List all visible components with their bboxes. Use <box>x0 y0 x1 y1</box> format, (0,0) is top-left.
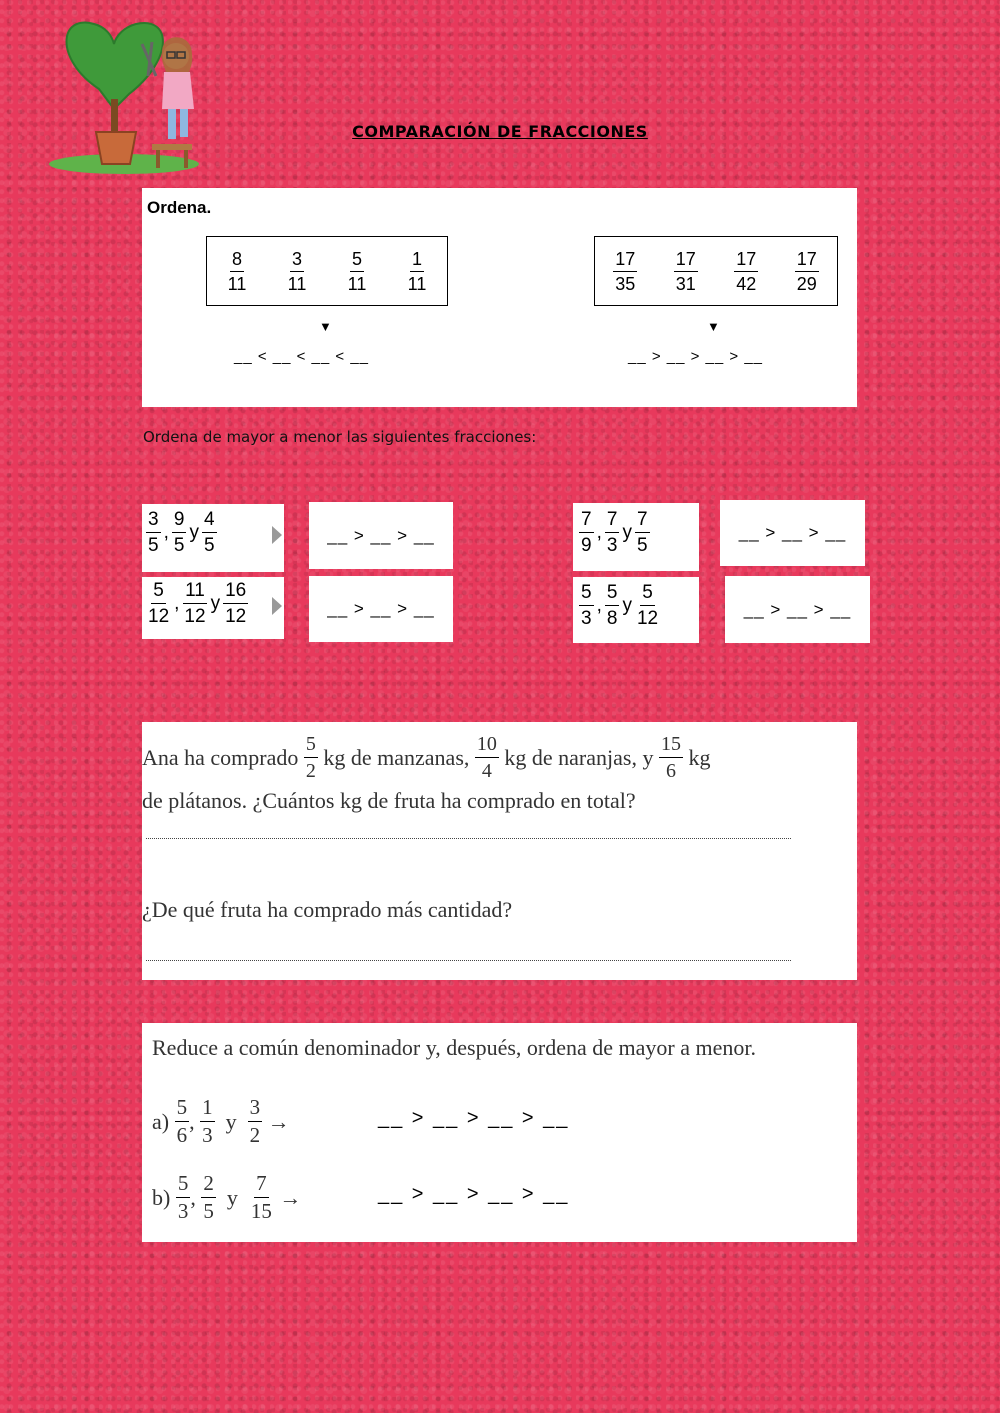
fraction: $\frac{2}{5}$ <box>203 1171 214 1223</box>
ordena-panel <box>142 188 857 407</box>
fraction: $\frac{10}{4}$ <box>476 733 497 782</box>
fraction: $\frac{15}{6}$ <box>660 733 681 782</box>
fraction: $\frac{3}{11}$ <box>287 248 307 294</box>
fraction: $\frac{17}{29}$ <box>796 248 817 294</box>
right-arrow-icon <box>272 526 282 544</box>
answer-line-1[interactable] <box>146 838 791 839</box>
common-denominator-panel <box>142 1023 857 1242</box>
down-arrow-icon: ▼ <box>707 319 720 334</box>
fraction-group-2: $\frac{5}{12}$ , $\frac{11}{12}$ y $\frac{16}{12}$ <box>142 577 284 639</box>
right-order-answer[interactable]: __ > __ > __ > __ <box>628 348 764 365</box>
fraction: $\frac{16}{12}$ <box>225 580 247 627</box>
word-problem-panel <box>142 722 857 980</box>
heart-tree-illustration <box>44 14 214 179</box>
character-body <box>162 72 194 109</box>
fraction-group-1: $\frac{3}{5}$ , $\frac{9}{5}$ y $\frac{4}{5}$ <box>142 504 284 572</box>
fraction: $\frac{5}{3}$ <box>581 582 592 629</box>
problem-question-2: ¿De qué fruta ha comprado más cantidad? <box>142 897 513 922</box>
answer-box-3[interactable]: __ > __ > __ <box>720 500 865 566</box>
ordena-heading: Ordena. <box>147 198 212 217</box>
right-arrow-icon <box>272 597 282 615</box>
answer-b[interactable]: __ > __ > __ > __ <box>378 1183 570 1205</box>
fraction: $\frac{1}{3}$ <box>202 1095 213 1147</box>
answer-box-2[interactable]: __ > __ > __ <box>309 576 453 642</box>
fraction: $\frac{5}{8}$ <box>606 582 618 629</box>
fraction: $\frac{17}{35}$ <box>615 248 636 294</box>
fraction: $\frac{11}{12}$ <box>184 580 206 627</box>
exercise-b: b) $\frac{5}{3}$ , $\frac{2}{5}$ y $\frac{7}{15}$ → <box>152 1171 302 1223</box>
fraction: $\frac{7}{5}$ <box>636 509 648 556</box>
down-arrow-icon: ▼ <box>319 319 332 334</box>
step-stool <box>152 144 192 150</box>
fraction: $\frac{5}{11}$ <box>347 248 367 294</box>
left-fraction-box <box>206 236 448 306</box>
fraction: $\frac{3}{2}$ <box>249 1095 261 1147</box>
right-fraction-box <box>594 236 838 306</box>
fraction: $\frac{1}{11}$ <box>407 248 427 294</box>
fraction-group-3: $\frac{7}{9}$ , $\frac{7}{3}$ y $\frac{7}{5}$ <box>573 503 699 571</box>
fraction: $\frac{9}{5}$ <box>173 509 185 556</box>
answer-box-1[interactable]: __ > __ > __ <box>309 502 453 569</box>
fraction: $\frac{3}{5}$ <box>148 509 159 556</box>
instruction-text: Reduce a común denominador y, después, ordena de mayor a menor. <box>152 1035 756 1060</box>
left-order-answer[interactable]: __ < __ < __ < __ <box>234 348 370 365</box>
fraction: $\frac{17}{42}$ <box>736 248 757 294</box>
arrow-right-icon: → <box>279 1184 302 1210</box>
fraction: $\frac{5}{12}$ <box>148 580 170 627</box>
answer-box-4[interactable]: __ > __ > __ <box>725 576 870 643</box>
fraction: $\frac{8}{11}$ <box>227 248 247 294</box>
arrow-right-icon: → <box>267 1108 290 1134</box>
fraction: $\frac{7}{9}$ <box>581 509 592 556</box>
fraction: $\frac{4}{5}$ <box>203 509 215 556</box>
answer-a[interactable]: __ > __ > __ > __ <box>378 1107 570 1129</box>
problem-line-2: de plátanos. ¿Cuántos kg de fruta ha comprado en total? <box>142 788 636 813</box>
fraction-group-4: $\frac{5}{3}$ , $\frac{5}{8}$ y $\frac{5}{12}$ <box>573 577 699 643</box>
fraction: $\frac{5}{6}$ <box>176 1095 188 1147</box>
fraction: $\frac{17}{31}$ <box>675 248 696 294</box>
page-title: COMPARACIÓN DE FRACCIONES <box>352 122 648 141</box>
problem-line-1: Ana ha comprado $\frac{5}{2}$ kg de manzanas, $\frac{10}{4}$ kg de naranjas, y $\frac{15}{6}$ kg <box>142 733 711 782</box>
section2-heading: Ordena de mayor a menor las siguientes fracciones: <box>143 428 537 446</box>
fraction: $\frac{5}{3}$ <box>177 1171 189 1223</box>
exercise-a: a) $\frac{5}{6}$ , $\frac{1}{3}$ y $\frac{3}{2}$ → <box>152 1095 290 1147</box>
fraction: $\frac{5}{2}$ <box>305 733 316 782</box>
fraction: $\frac{7}{15}$ <box>250 1171 272 1223</box>
fraction: $\frac{7}{3}$ <box>606 509 618 556</box>
answer-line-2[interactable] <box>146 960 791 961</box>
fraction: $\frac{5}{12}$ <box>636 582 659 629</box>
